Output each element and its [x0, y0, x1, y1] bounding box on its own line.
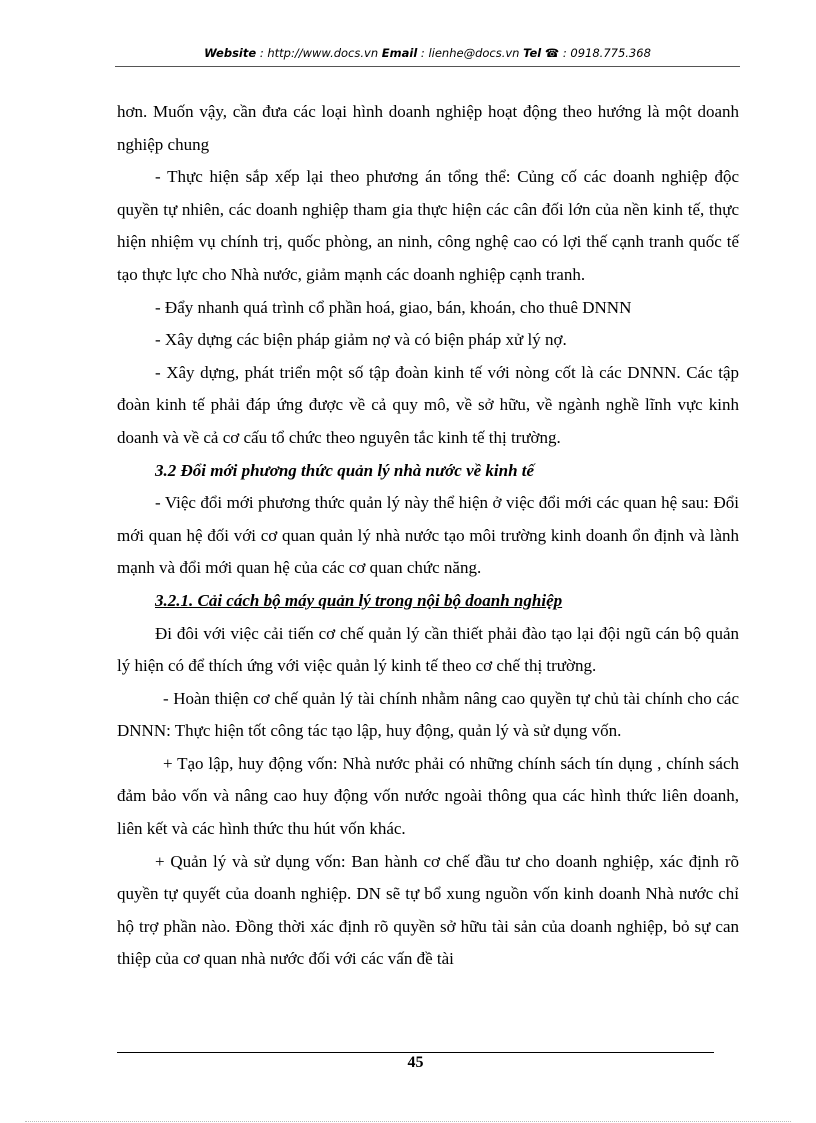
- paragraph-equitization: - Đẩy nhanh quá trình cổ phần hoá, giao, bán, khoán, cho thuê DNNN: [155, 297, 632, 317]
- section-heading-3-2: 3.2 Đổi mới phương thức quản lý nhà nước về kinh tế: [155, 460, 535, 480]
- tel-label: Tel: [523, 46, 542, 60]
- paragraph-capital-use: + Quản lý và sử dụng vốn: Ban hành cơ chế đầu tư cho doanh nghiệp, xác định rõ quyền tự quyết của doanh nghiệp. DN sẽ tự bổ xung nguồn vốn kinh doanh Nhà nước chỉ hộ trợ phần nào. Đồng thời xác định rõ quyền sở hữu tài sản của doanh nghiệp, bỏ sự can thiệp của cơ quan nhà nước đối với các vấn đề tài: [117, 851, 739, 969]
- paragraph-reorganize: - Thực hiện sắp xếp lại theo phương án tổng thể: Củng cố các doanh nghiệp độc quyền tự nhiên, các doanh nghiệp tham gia thực hiện các cân đối lớn của nền kinh tế, thực hiện nhiệm vụ chính trị, quốc phòng, an ninh, công nghệ cao có lợi thế cạnh tranh quốc tế tạo thực lực cho Nhà nước, giảm mạnh các doanh nghiệp cạnh tranh.: [117, 167, 739, 284]
- page-header: [115, 46, 740, 60]
- paragraph-capital-raising: + Tạo lập, huy động vốn: Nhà nước phải có những chính sách tín dụng , chính sách đảm bảo vốn và nâng cao huy động vốn nước ngoài thông qua các hình thức liên doanh, liên kết và các hình thức thu hút vốn khác.: [117, 753, 739, 839]
- website-label: Website: [204, 46, 257, 60]
- phone-icon: ☎: [544, 46, 560, 60]
- email-label: Email: [381, 46, 418, 60]
- header-divider: [115, 66, 740, 67]
- paragraph-training: Đi đôi với việc cải tiến cơ chế quản lý cần thiết phải đào tạo lại đội ngũ cán bộ quản lý hiện có để thích ứng với việc quản lý kinh tế theo cơ chế thị trường.: [117, 623, 739, 676]
- paragraph-management-reform: - Việc đổi mới phương thức quản lý này thể hiện ở việc đổi mới các quan hệ sau: Đổi mới quan hệ đối với cơ quan quản lý nhà nước tạo môi trường kinh doanh ổn định và lành mạnh và đổi mới quan hệ của các cơ quan chức năng.: [117, 493, 739, 578]
- footer-divider: [117, 1052, 714, 1053]
- paragraph-corporate-groups: - Xây dựng, phát triển một số tập đoàn kinh tế với nòng cốt là các DNNN. Các tập đoàn kinh tế phải đáp ứng được về cả quy mô, về sở hữu, về ngành nghề lĩnh vực kinh doanh và về cả cơ cấu tổ chức theo nguyên tắc kinh tế thị trường.: [117, 362, 739, 447]
- paragraph-finance: - Hoàn thiện cơ chế quản lý tài chính nhằm nâng cao quyền tự chủ tài chính cho các DNNN: Thực hiện tốt công tác tạo lập, huy động, quản lý và sử dụng vốn.: [117, 688, 739, 741]
- document-body: [117, 96, 739, 976]
- paragraph-debt: - Xây dựng các biện pháp giảm nợ và có biện pháp xử lý nợ.: [155, 330, 567, 350]
- paragraph-continuation: hơn. Muốn vậy, cần đưa các loại hình doanh nghiệp hoạt động theo hướng là một doanh nghiệp chung: [117, 102, 739, 154]
- subsection-heading-text: 3.2.1. Cải cách bộ máy quản lý trong nội bộ doanh nghiệp: [155, 590, 563, 610]
- email-value: : lienhe@docs.vn: [417, 46, 524, 60]
- website-value: : http://www.docs.vn: [256, 46, 382, 60]
- page-number: 45: [407, 1054, 424, 1071]
- page-bottom-border: [25, 1121, 791, 1122]
- tel-value: : 0918.775.368: [559, 46, 651, 60]
- subsection-heading-3-2-1: [117, 585, 739, 618]
